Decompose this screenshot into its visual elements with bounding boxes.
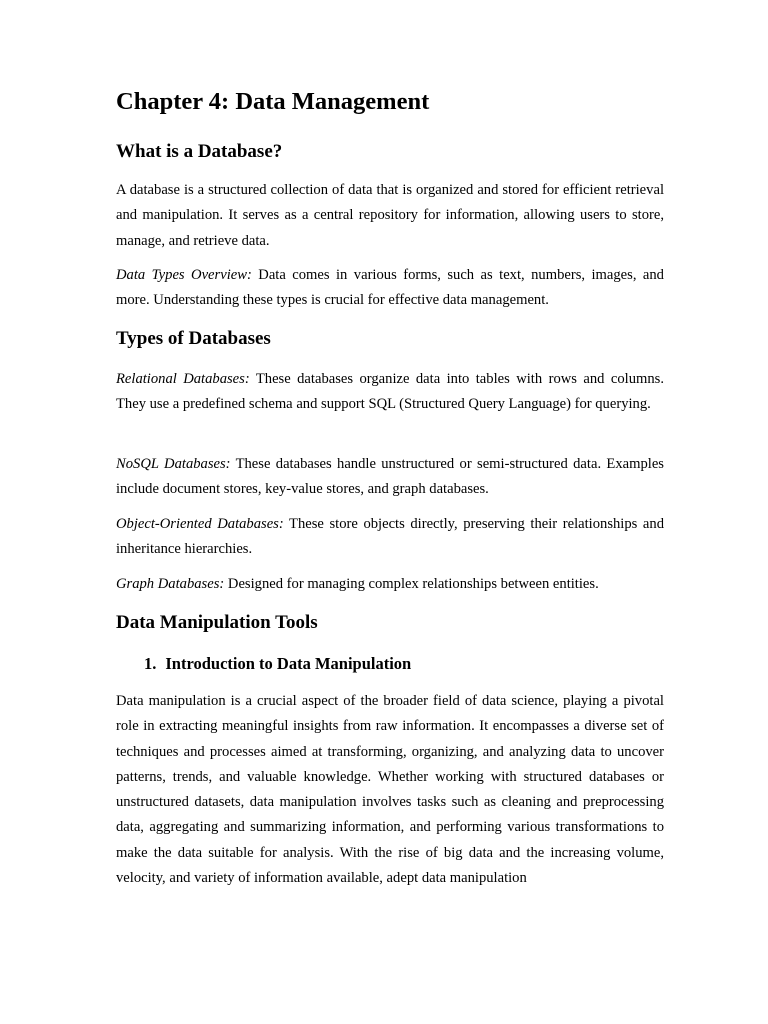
term-object-oriented-databases: Object-Oriented Databases: bbox=[116, 516, 284, 532]
paragraph-relational-databases bbox=[116, 367, 664, 418]
subheading-number: 1. bbox=[144, 654, 157, 673]
paragraph-nosql-databases bbox=[116, 452, 664, 503]
text-relational-databases: These databases organize data into tables with rows and columns. They use a predefined schema and support SQL (Structured Query Language) for querying. bbox=[116, 371, 664, 413]
heading-data-manipulation-tools: Data Manipulation Tools bbox=[116, 612, 318, 633]
text-object-oriented-databases: These store objects directly, preserving their relationships and inheritance hierarchies. bbox=[116, 516, 664, 558]
chapter-title: Chapter 4: Data Management bbox=[116, 88, 430, 115]
term-graph-databases: Graph Databases: bbox=[116, 576, 225, 592]
heading-what-is-a-database: What is a Database? bbox=[116, 141, 283, 162]
paragraph-data-types-overview bbox=[116, 263, 664, 314]
subheading-introduction-to-data-manipulation bbox=[144, 653, 411, 675]
text-graph-databases: Designed for managing complex relationships between entities. bbox=[224, 576, 599, 592]
text-data-types-overview: Data comes in various forms, such as text, numbers, images, and more. Understanding these types is crucial for effective data management. bbox=[116, 267, 664, 309]
term-nosql-databases: NoSQL Databases: bbox=[116, 456, 231, 472]
text-nosql-databases: These databases handle unstructured or semi-structured data. Examples include document stores, key-value stores, and graph databases. bbox=[116, 456, 664, 498]
paragraph-database-definition: A database is a structured collection of data that is organized and stored for efficient retrieval and manipulation. It serves as a central repository for information, allowing users to store, manage, and retrieve data. bbox=[116, 182, 664, 249]
paragraph-object-oriented-databases bbox=[116, 512, 664, 563]
paragraph-data-manipulation-intro: Data manipulation is a crucial aspect of the broader field of data science, playing a pivotal role in extracting meaningful insights from raw information. It encompasses a diverse set of techniques and processes aimed at transforming, organizing, and analyzing data to uncover patterns, trends, and valuable knowledge. Whether working with structured databases or unstructured datasets, data manipulation involves tasks such as cleaning and preprocessing data, aggregating and summarizing information, and performing various transformations to make the data suitable for analysis. With the rise of big data and the increasing volume, velocity, and variety of information available, adept data manipulation bbox=[116, 693, 664, 887]
term-relational-databases: Relational Databases: bbox=[116, 371, 250, 387]
term-data-types-overview: Data Types Overview: bbox=[116, 267, 252, 283]
paragraph-graph-databases bbox=[116, 572, 664, 597]
heading-types-of-databases: Types of Databases bbox=[116, 328, 271, 349]
subheading-title: Introduction to Data Manipulation bbox=[165, 654, 412, 673]
